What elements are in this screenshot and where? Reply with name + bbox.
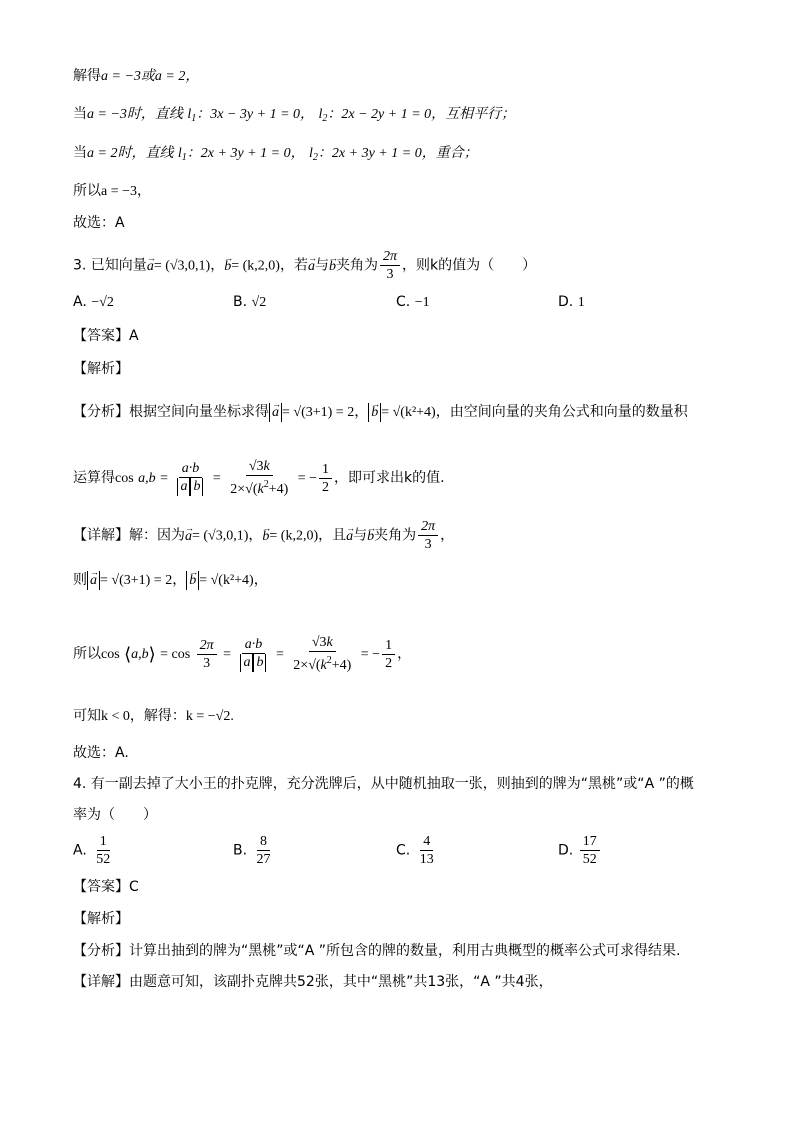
fenxi-value-fraction bbox=[227, 458, 291, 498]
text-line-choose bbox=[73, 213, 125, 233]
fenxi-text-a: 根据空间向量坐标求得 bbox=[129, 404, 269, 420]
fenxi-norm-b: = √(k²+4)，由空间向量的夹角公式和向量的数量积 bbox=[381, 405, 688, 420]
q3-xiangjie-line1 bbox=[73, 518, 454, 553]
ze-label: 则 bbox=[73, 572, 87, 588]
fraction-denominator: 52 bbox=[582, 852, 597, 867]
abs-vector-b bbox=[368, 403, 381, 422]
q3-suoyi-line bbox=[73, 632, 411, 677]
q3-ze-line bbox=[73, 570, 268, 591]
keji-text: 可知k < 0，解得：k = −√2. bbox=[73, 709, 234, 724]
vector-b-4: → b bbox=[262, 527, 269, 547]
fraction-numerator: 1 bbox=[382, 637, 395, 655]
fraction-numerator: 2π bbox=[418, 518, 438, 536]
abs-vector-a-2 bbox=[87, 571, 100, 590]
fenxi-norm-a: = √(3+1) = 2， bbox=[282, 405, 369, 420]
option-value: −√2 bbox=[91, 295, 114, 310]
dot-product-2: a·b bbox=[242, 636, 266, 654]
suoyi-angle-ab: a,b bbox=[131, 647, 149, 662]
abs-b-2: b bbox=[253, 654, 266, 672]
q3-option-a bbox=[73, 292, 114, 313]
fraction-denominator: 3 bbox=[386, 267, 394, 282]
fenxi-tag: 【分析】 bbox=[73, 404, 129, 420]
abs-b: b bbox=[190, 478, 203, 496]
vector-a-5: → a bbox=[346, 527, 353, 547]
q3-option-c bbox=[396, 292, 430, 313]
q3-option-d bbox=[558, 292, 585, 313]
vector-a-3: → a bbox=[272, 404, 279, 422]
text-case1-prefix: 当 bbox=[73, 106, 87, 122]
xj-text-a: 解：因为 bbox=[129, 527, 185, 544]
q4-option-b bbox=[233, 833, 276, 868]
fenxi-dot-fraction bbox=[174, 460, 206, 496]
q4-analysis-text: 【解析】 bbox=[73, 911, 129, 927]
q3-angle-label: 夹角为 bbox=[335, 257, 378, 274]
equals-sign: = bbox=[160, 471, 168, 486]
q3-answer-text: 【答案】A bbox=[73, 328, 139, 344]
text-case1-eq1: ：3x − 3y + 1 = 0， bbox=[196, 107, 315, 122]
q3-stem-end: ，则k的值为（ ） bbox=[401, 257, 537, 274]
q3-answer bbox=[73, 326, 139, 346]
fraction-numerator: √3k bbox=[309, 634, 336, 652]
dot-product: a·b bbox=[179, 460, 203, 478]
fraction-numerator: 4 bbox=[420, 833, 433, 851]
fraction-denominator: 3 bbox=[203, 655, 211, 671]
fenxi-end: ，即可求出k的值. bbox=[334, 470, 445, 486]
vector-b-6: → b bbox=[189, 572, 196, 590]
norm-product-2 bbox=[237, 654, 269, 672]
option-fraction bbox=[417, 833, 437, 868]
abs-vector-a bbox=[269, 403, 282, 422]
option-label: D. bbox=[558, 842, 574, 859]
vector-a-2: → a bbox=[308, 257, 315, 277]
fraction-denominator: 52 bbox=[96, 852, 111, 867]
vector-a-4: → a bbox=[185, 527, 192, 547]
vector-b-5: → b bbox=[367, 527, 374, 547]
q4-analysis-header bbox=[73, 909, 129, 929]
fenxi-equals-neg: = − bbox=[297, 471, 318, 486]
norm-product bbox=[174, 478, 206, 496]
fenxi-angle-ab: a,b bbox=[138, 471, 156, 486]
abs-vector-b-2 bbox=[186, 571, 199, 590]
suoyi-value-fraction bbox=[290, 634, 354, 674]
xj-comma: ， bbox=[440, 527, 455, 544]
q3-and: 与 bbox=[314, 257, 329, 274]
xj-angle-fraction bbox=[418, 518, 438, 553]
line-l2-symbol: $l_2$ bbox=[318, 107, 328, 124]
fraction-denominator: 2 bbox=[322, 479, 330, 495]
equals-sign-4: = bbox=[275, 647, 284, 662]
text-case2-cond: a = 2时，直线 bbox=[87, 146, 174, 161]
q4-stem-line1 bbox=[73, 774, 694, 794]
q4-answer bbox=[73, 877, 139, 897]
fraction-numerator: 1 bbox=[97, 833, 110, 851]
suoyi-equals-neg: = − bbox=[360, 647, 381, 662]
q4-stem-text1: 4. 有一副去掉了大小王的扑克牌，充分洗牌后，从中随机抽取一张，则抽到的牌为“黑桃”或“A ”的概 bbox=[73, 776, 694, 792]
xiangjie-tag: 【详解】 bbox=[73, 527, 129, 544]
text-therefore: 所以a = −3， bbox=[73, 184, 152, 199]
text-line-case1 bbox=[73, 104, 515, 129]
abs-a-2: a bbox=[240, 654, 253, 672]
xj-and: 与 bbox=[353, 527, 368, 544]
q3-angle-fraction bbox=[380, 248, 400, 283]
option-label: C. bbox=[396, 294, 411, 310]
q4-option-c bbox=[396, 833, 439, 868]
suoyi-angle-fraction bbox=[197, 637, 217, 672]
option-label: A. bbox=[73, 842, 87, 859]
fenxi-half bbox=[319, 461, 332, 496]
option-label: D. bbox=[558, 294, 574, 310]
fraction-denominator: 2 bbox=[385, 655, 393, 671]
fraction-numerator: 17 bbox=[580, 833, 600, 851]
q4-answer-text: 【答案】C bbox=[73, 879, 139, 895]
text-line-case2 bbox=[73, 143, 478, 168]
option-value: −1 bbox=[414, 295, 430, 310]
option-label: B. bbox=[233, 294, 248, 310]
text-case2-eq1: ：2x + 3y + 1 = 0， bbox=[186, 146, 305, 161]
text-line-solve bbox=[73, 66, 199, 87]
xj-vector-a: = (√3,0,1)， bbox=[192, 528, 263, 544]
text-case2-eq2: ：2x + 3y + 1 = 0，重合； bbox=[317, 146, 478, 161]
equals-sign-3: = bbox=[223, 647, 232, 662]
q3-fenxi-line2 bbox=[73, 458, 445, 499]
vector-b-3: → b bbox=[371, 404, 378, 422]
xj-angle-label: 夹角为 bbox=[374, 527, 417, 544]
suoyi-half bbox=[382, 637, 395, 672]
fenxi-cos-label: 运算得cos bbox=[73, 471, 134, 486]
text-solve-math: a = −3或a = 2， bbox=[101, 69, 200, 84]
suoyi-cos-label: 所以cos bbox=[73, 647, 120, 662]
line-l1-symbol-2: $l_1$ bbox=[177, 146, 187, 163]
ze-norm-a: = √(3+1) = 2， bbox=[100, 573, 187, 588]
fraction-denominator: 3 bbox=[424, 537, 432, 552]
fraction-numerator: 2π bbox=[197, 637, 217, 655]
q4-stem-line2 bbox=[73, 805, 157, 825]
fraction-denominator: $2\times√(k^2+4)$ bbox=[230, 479, 289, 497]
line-l1-symbol: $l_1$ bbox=[187, 107, 197, 124]
guxuan-text: 故选：A. bbox=[73, 745, 129, 761]
fraction-numerator: 1 bbox=[319, 461, 332, 479]
option-value: 1 bbox=[577, 295, 585, 310]
fraction-numerator: √3k bbox=[246, 458, 273, 476]
vector-b: → b bbox=[224, 257, 231, 277]
text-case1-eq2: ：2x − 2y + 1 = 0，互相平行； bbox=[327, 107, 516, 122]
option-fraction bbox=[580, 833, 600, 868]
q4-fenxi bbox=[73, 941, 681, 961]
fraction-denominator: 27 bbox=[256, 852, 271, 867]
q3-guxuan-line bbox=[73, 743, 129, 763]
q4-fenxi-text: 【分析】计算出抽到的牌为“黑桃”或“A ”所包含的牌的数量，利用古典概型的概率公式可求得结果. bbox=[73, 943, 681, 959]
vector-a-6: → a bbox=[90, 572, 97, 590]
option-fraction bbox=[254, 833, 274, 868]
option-value: √2 bbox=[251, 295, 267, 310]
left-angle: ⟨ bbox=[124, 644, 132, 664]
suoyi-dot-fraction bbox=[237, 636, 269, 672]
q3-vector-b-value: = (k,2,0)，若 bbox=[231, 258, 308, 274]
suoyi-comma: ， bbox=[397, 646, 412, 662]
text-line-therefore bbox=[73, 181, 151, 202]
q4-option-d bbox=[558, 833, 602, 868]
fraction-numerator: 2π bbox=[380, 248, 400, 266]
xj-vector-b: = (k,2,0)，且 bbox=[269, 528, 347, 544]
q3-vector-a-value: = (√3,0,1)， bbox=[153, 258, 225, 274]
option-label: A. bbox=[73, 294, 87, 310]
q3-keji-line bbox=[73, 706, 234, 727]
equals-sign-2: = bbox=[212, 471, 221, 486]
q3-analysis-header bbox=[73, 359, 129, 379]
vector-b-2: → b bbox=[329, 257, 336, 277]
text-case2-prefix: 当 bbox=[73, 145, 87, 161]
text-case1-cond: a = −3时，直线 bbox=[87, 107, 183, 122]
fraction-denominator: 13 bbox=[419, 852, 434, 867]
q3-fenxi-line1 bbox=[73, 402, 688, 423]
q4-xiangjie bbox=[73, 972, 553, 992]
abs-a: a bbox=[177, 478, 190, 496]
suoyi-equals-cos: = cos bbox=[160, 647, 191, 662]
vector-a: → a bbox=[147, 257, 154, 277]
right-angle: ⟩ bbox=[148, 644, 156, 664]
fraction-numerator: 8 bbox=[257, 833, 270, 851]
option-fraction bbox=[93, 833, 113, 868]
q3-analysis-text: 【解析】 bbox=[73, 361, 129, 377]
text-solve-label: 解得 bbox=[73, 68, 101, 84]
line-l2-symbol-2: $l_2$ bbox=[309, 146, 318, 163]
text-choose-a: 故选：A bbox=[73, 215, 125, 231]
q3-stem bbox=[73, 248, 536, 283]
q3-option-b bbox=[233, 292, 266, 313]
ze-norm-b: = √(k²+4)， bbox=[199, 573, 268, 588]
option-label: C. bbox=[396, 842, 411, 859]
option-label: B. bbox=[233, 842, 248, 859]
q3-stem-start: 3. 已知向量 bbox=[73, 257, 147, 274]
q4-stem-text2: 率为（ ） bbox=[73, 807, 157, 823]
fraction-denominator: $2\times√(k^2+4)$ bbox=[293, 655, 352, 673]
q4-xiangjie-text: 【详解】由题意可知，该副扑克牌共52张，其中“黑桃”共13张，“A ”共4张， bbox=[73, 974, 553, 990]
q4-option-a bbox=[73, 833, 115, 868]
